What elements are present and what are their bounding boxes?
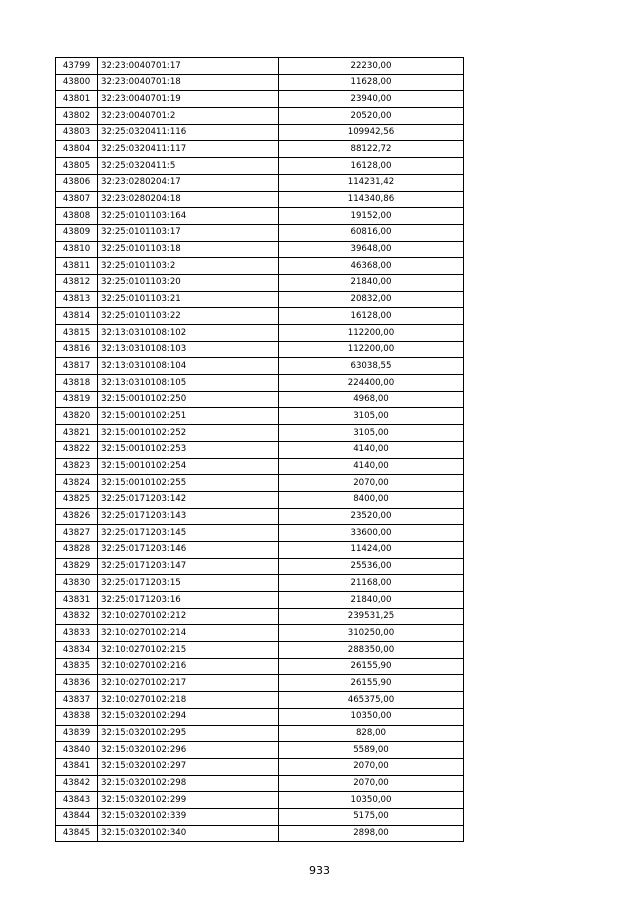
value-cell: 26155,90	[279, 658, 464, 675]
cadastral-code-cell: 32:10:0270102:212	[98, 608, 279, 625]
table-row	[56, 274, 464, 291]
cadastral-code-cell: 32:10:0270102:217	[98, 675, 279, 692]
cadastral-code-cell: 32:23:0280204:18	[98, 191, 279, 208]
row-number-cell: 43840	[56, 742, 98, 759]
cadastral-code-cell: 32:25:0101103:17	[98, 224, 279, 241]
table-row	[56, 508, 464, 525]
row-number-cell: 43818	[56, 375, 98, 392]
table-row	[56, 425, 464, 442]
row-number-cell: 43828	[56, 541, 98, 558]
table-row	[56, 675, 464, 692]
value-cell: 21840,00	[279, 592, 464, 609]
row-number-cell: 43837	[56, 692, 98, 709]
row-number-cell: 43811	[56, 258, 98, 275]
value-cell: 114340,86	[279, 191, 464, 208]
table-row	[56, 74, 464, 91]
cadastral-code-cell: 32:15:0010102:252	[98, 425, 279, 442]
value-cell: 5589,00	[279, 742, 464, 759]
value-cell: 39648,00	[279, 241, 464, 258]
cadastral-code-cell: 32:25:0320411:5	[98, 158, 279, 175]
row-number-cell: 43824	[56, 475, 98, 492]
cadastral-code-cell: 32:10:0270102:214	[98, 625, 279, 642]
row-number-cell: 43820	[56, 408, 98, 425]
value-cell: 25536,00	[279, 558, 464, 575]
cadastral-code-cell: 32:15:0010102:254	[98, 458, 279, 475]
value-cell: 4968,00	[279, 391, 464, 408]
cadastral-code-cell: 32:13:0310108:104	[98, 358, 279, 375]
table-row	[56, 224, 464, 241]
cadastral-code-cell: 32:10:0270102:218	[98, 692, 279, 709]
table-row	[56, 58, 464, 75]
cadastral-code-cell: 32:25:0320411:116	[98, 124, 279, 141]
value-cell: 33600,00	[279, 525, 464, 542]
cadastral-code-cell: 32:25:0171203:145	[98, 525, 279, 542]
cadastral-code-cell: 32:25:0101103:22	[98, 308, 279, 325]
cadastral-code-cell: 32:15:0010102:250	[98, 391, 279, 408]
row-number-cell: 43809	[56, 224, 98, 241]
value-cell: 2070,00	[279, 775, 464, 792]
cadastral-code-cell: 32:23:0040701:2	[98, 108, 279, 125]
table-row	[56, 391, 464, 408]
table-row	[56, 575, 464, 592]
row-number-cell: 43803	[56, 124, 98, 141]
row-number-cell: 43801	[56, 91, 98, 108]
cadastral-code-cell: 32:15:0320102:339	[98, 808, 279, 825]
value-cell: 112200,00	[279, 325, 464, 342]
row-number-cell: 43816	[56, 341, 98, 358]
table-row	[56, 308, 464, 325]
value-cell: 5175,00	[279, 808, 464, 825]
value-cell: 10350,00	[279, 792, 464, 809]
table-row	[56, 758, 464, 775]
cadastral-code-cell: 32:15:0320102:298	[98, 775, 279, 792]
table-row	[56, 208, 464, 225]
value-cell: 10350,00	[279, 708, 464, 725]
value-cell: 4140,00	[279, 458, 464, 475]
value-cell: 224400,00	[279, 375, 464, 392]
value-cell: 2070,00	[279, 475, 464, 492]
value-cell: 288350,00	[279, 642, 464, 659]
cadastral-code-cell: 32:15:0320102:299	[98, 792, 279, 809]
value-cell: 46368,00	[279, 258, 464, 275]
table-row	[56, 158, 464, 175]
table-row	[56, 291, 464, 308]
row-number-cell: 43804	[56, 141, 98, 158]
cadastral-code-cell: 32:25:0171203:15	[98, 575, 279, 592]
row-number-cell: 43825	[56, 491, 98, 508]
table-row	[56, 775, 464, 792]
cadastral-code-cell: 32:25:0101103:20	[98, 274, 279, 291]
table-row	[56, 742, 464, 759]
row-number-cell: 43834	[56, 642, 98, 659]
value-cell: 8400,00	[279, 491, 464, 508]
cadastral-code-cell: 32:25:0171203:147	[98, 558, 279, 575]
table-row	[56, 808, 464, 825]
value-cell: 23940,00	[279, 91, 464, 108]
value-cell: 21168,00	[279, 575, 464, 592]
row-number-cell: 43806	[56, 174, 98, 191]
value-cell: 3105,00	[279, 408, 464, 425]
cadastral-code-cell: 32:15:0010102:253	[98, 441, 279, 458]
value-cell: 20832,00	[279, 291, 464, 308]
row-number-cell: 43808	[56, 208, 98, 225]
cadastral-code-cell: 32:15:0320102:296	[98, 742, 279, 759]
row-number-cell: 43839	[56, 725, 98, 742]
row-number-cell: 43826	[56, 508, 98, 525]
row-number-cell: 43799	[56, 58, 98, 75]
cadastral-code-cell: 32:10:0270102:215	[98, 642, 279, 659]
cadastral-code-cell: 32:15:0320102:297	[98, 758, 279, 775]
value-cell: 11424,00	[279, 541, 464, 558]
table-row	[56, 325, 464, 342]
cadastral-code-cell: 32:15:0320102:295	[98, 725, 279, 742]
value-cell: 26155,90	[279, 675, 464, 692]
data-table	[55, 57, 464, 842]
row-number-cell: 43807	[56, 191, 98, 208]
row-number-cell: 43812	[56, 274, 98, 291]
value-cell: 4140,00	[279, 441, 464, 458]
value-cell: 3105,00	[279, 425, 464, 442]
row-number-cell: 43814	[56, 308, 98, 325]
cadastral-code-cell: 32:13:0310108:105	[98, 375, 279, 392]
value-cell: 88122,72	[279, 141, 464, 158]
value-cell: 310250,00	[279, 625, 464, 642]
table-row	[56, 692, 464, 709]
value-cell: 109942,56	[279, 124, 464, 141]
value-cell: 2898,00	[279, 825, 464, 842]
table-row	[56, 174, 464, 191]
cadastral-code-cell: 32:23:0040701:18	[98, 74, 279, 91]
table-row	[56, 491, 464, 508]
table-row	[56, 708, 464, 725]
value-cell: 16128,00	[279, 308, 464, 325]
cadastral-code-cell: 32:15:0320102:294	[98, 708, 279, 725]
table-row	[56, 141, 464, 158]
row-number-cell: 43842	[56, 775, 98, 792]
cadastral-code-cell: 32:25:0171203:16	[98, 592, 279, 609]
row-number-cell: 43817	[56, 358, 98, 375]
row-number-cell: 43835	[56, 658, 98, 675]
value-cell: 60816,00	[279, 224, 464, 241]
cadastral-code-cell: 32:15:0010102:251	[98, 408, 279, 425]
value-cell: 22230,00	[279, 58, 464, 75]
value-cell: 63038,55	[279, 358, 464, 375]
page-number: 933	[309, 864, 330, 877]
value-cell: 20520,00	[279, 108, 464, 125]
row-number-cell: 43802	[56, 108, 98, 125]
table-row	[56, 241, 464, 258]
cadastral-code-cell: 32:23:0040701:19	[98, 91, 279, 108]
cadastral-code-cell: 32:13:0310108:102	[98, 325, 279, 342]
table-row	[56, 608, 464, 625]
table-body	[56, 58, 464, 842]
cadastral-code-cell: 32:25:0101103:18	[98, 241, 279, 258]
row-number-cell: 43827	[56, 525, 98, 542]
table-row	[56, 658, 464, 675]
row-number-cell: 43829	[56, 558, 98, 575]
row-number-cell: 43830	[56, 575, 98, 592]
value-cell: 112200,00	[279, 341, 464, 358]
table-row	[56, 541, 464, 558]
value-cell: 11628,00	[279, 74, 464, 91]
value-cell: 2070,00	[279, 758, 464, 775]
row-number-cell: 43832	[56, 608, 98, 625]
table-row	[56, 592, 464, 609]
value-cell: 19152,00	[279, 208, 464, 225]
cadastral-code-cell: 32:23:0040701:17	[98, 58, 279, 75]
row-number-cell: 43821	[56, 425, 98, 442]
table-row	[56, 441, 464, 458]
table-row	[56, 375, 464, 392]
table-row	[56, 725, 464, 742]
row-number-cell: 43819	[56, 391, 98, 408]
cadastral-code-cell: 32:15:0010102:255	[98, 475, 279, 492]
row-number-cell: 43815	[56, 325, 98, 342]
cadastral-code-cell: 32:25:0101103:2	[98, 258, 279, 275]
row-number-cell: 43833	[56, 625, 98, 642]
value-cell: 23520,00	[279, 508, 464, 525]
table-row	[56, 792, 464, 809]
table-row	[56, 358, 464, 375]
row-number-cell: 43813	[56, 291, 98, 308]
cadastral-code-cell: 32:13:0310108:103	[98, 341, 279, 358]
value-cell: 828,00	[279, 725, 464, 742]
table-row	[56, 91, 464, 108]
row-number-cell: 43845	[56, 825, 98, 842]
table-row	[56, 341, 464, 358]
cadastral-code-cell: 32:10:0270102:216	[98, 658, 279, 675]
value-cell: 239531,25	[279, 608, 464, 625]
cadastral-code-cell: 32:25:0171203:142	[98, 491, 279, 508]
cadastral-code-cell: 32:25:0171203:143	[98, 508, 279, 525]
cadastral-code-cell: 32:25:0171203:146	[98, 541, 279, 558]
row-number-cell: 43841	[56, 758, 98, 775]
value-cell: 16128,00	[279, 158, 464, 175]
table-row	[56, 191, 464, 208]
cadastral-code-cell: 32:15:0320102:340	[98, 825, 279, 842]
value-cell: 465375,00	[279, 692, 464, 709]
table-row	[56, 825, 464, 842]
cadastral-code-cell: 32:23:0280204:17	[98, 174, 279, 191]
row-number-cell: 43831	[56, 592, 98, 609]
value-cell: 114231,42	[279, 174, 464, 191]
row-number-cell: 43822	[56, 441, 98, 458]
row-number-cell: 43810	[56, 241, 98, 258]
table-row	[56, 475, 464, 492]
table-row	[56, 108, 464, 125]
table-row	[56, 124, 464, 141]
row-number-cell: 43800	[56, 74, 98, 91]
value-cell: 21840,00	[279, 274, 464, 291]
table-row	[56, 625, 464, 642]
table-row	[56, 458, 464, 475]
row-number-cell: 43838	[56, 708, 98, 725]
row-number-cell: 43836	[56, 675, 98, 692]
table-row	[56, 642, 464, 659]
row-number-cell: 43844	[56, 808, 98, 825]
table-row	[56, 408, 464, 425]
table-row	[56, 258, 464, 275]
cadastral-code-cell: 32:25:0101103:164	[98, 208, 279, 225]
row-number-cell: 43843	[56, 792, 98, 809]
cadastral-code-cell: 32:25:0101103:21	[98, 291, 279, 308]
cadastral-code-cell: 32:25:0320411:117	[98, 141, 279, 158]
row-number-cell: 43805	[56, 158, 98, 175]
table-row	[56, 558, 464, 575]
row-number-cell: 43823	[56, 458, 98, 475]
table-row	[56, 525, 464, 542]
